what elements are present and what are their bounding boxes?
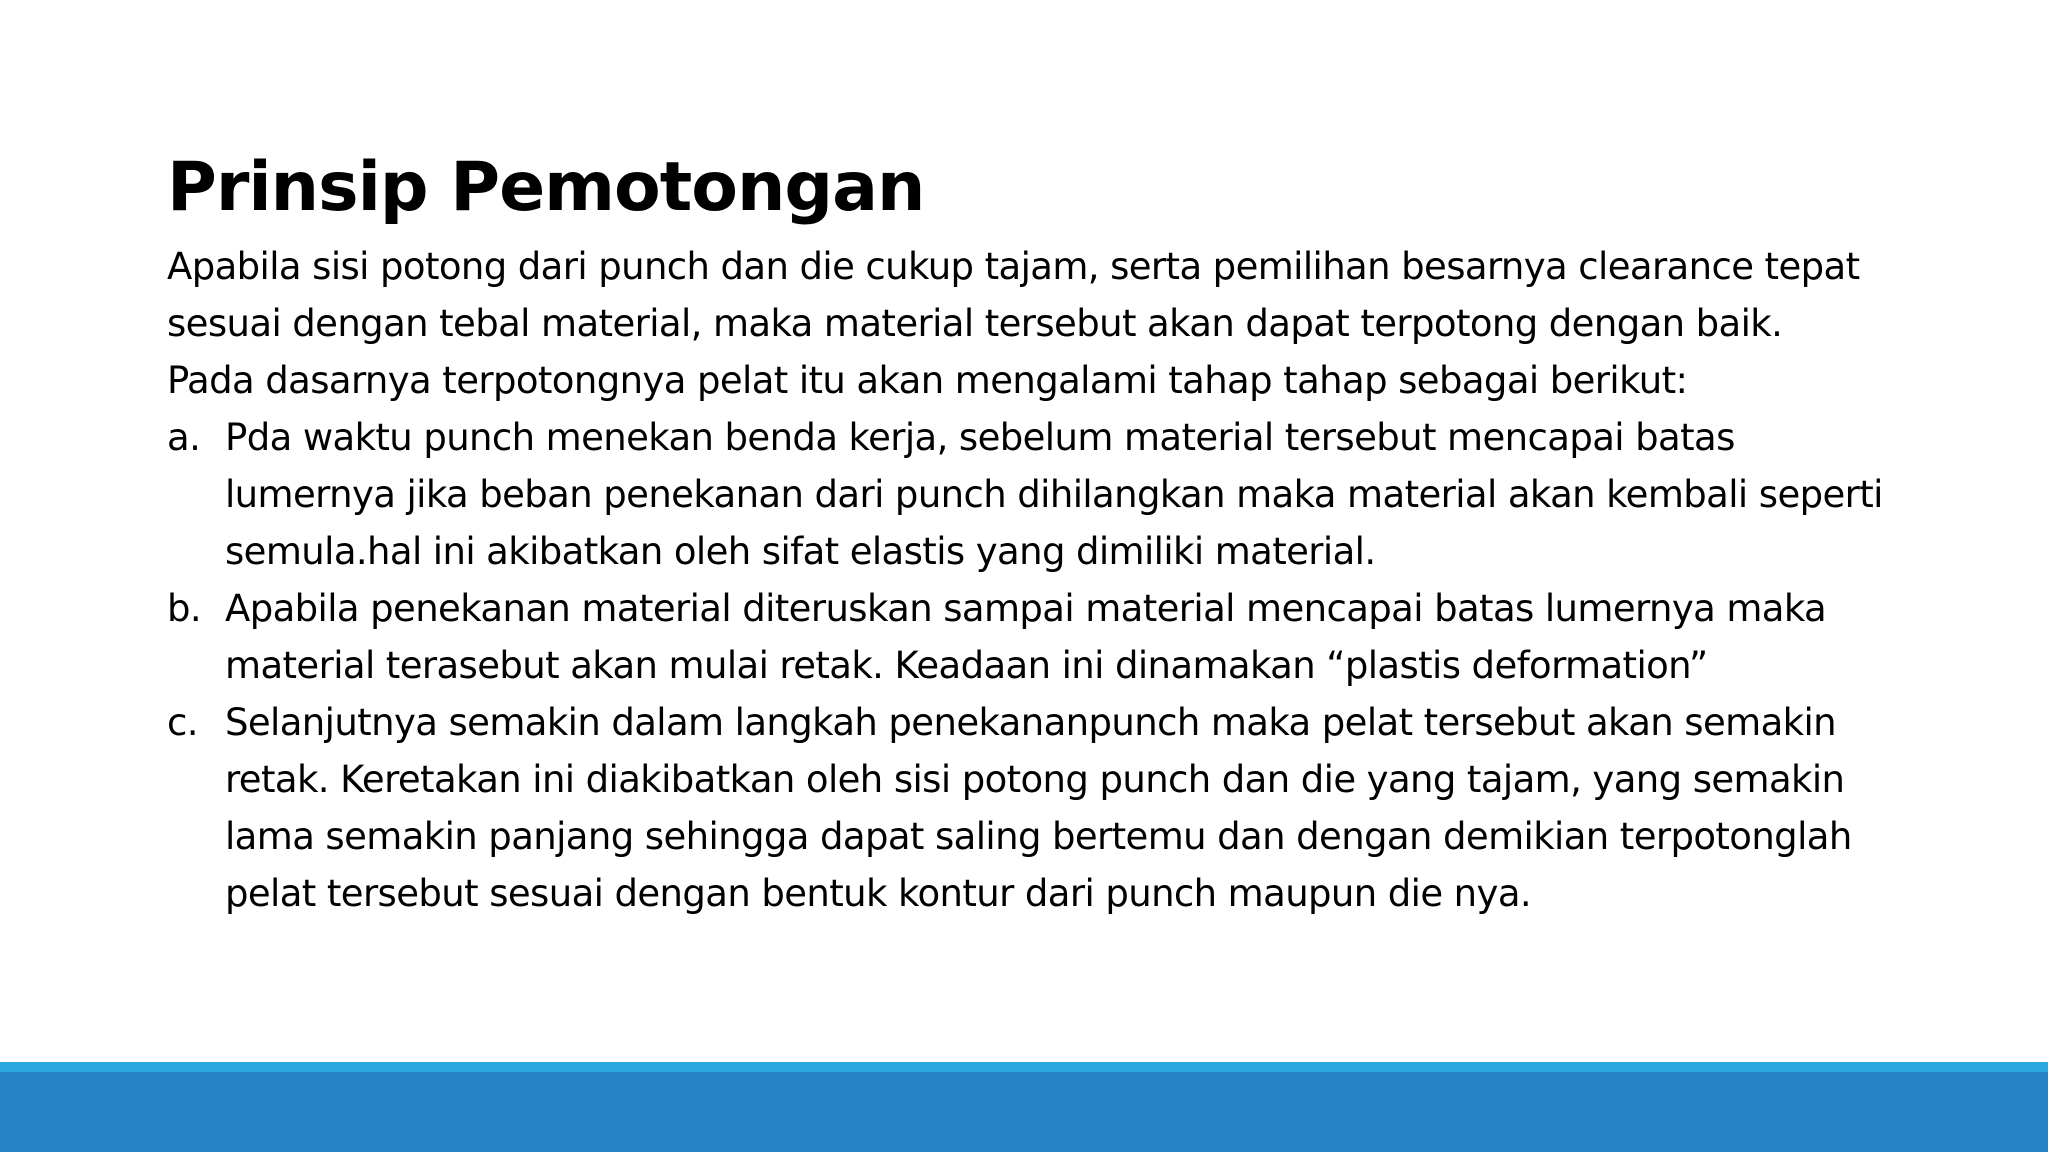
list-marker: c. [167, 701, 198, 744]
intro-line: Apabila sisi potong dari punch dan die cukup tajam, serta pemilihan besarnya clearance tepat [167, 245, 1860, 288]
item-line: material terasebut akan mulai retak. Keadaan ini dinamakan “plastis deformation” [225, 644, 1708, 687]
item-line: lumernya jika beban penekanan dari punch dihilangkan maka material akan kembali seperti [225, 473, 1883, 516]
slide-content [167, 138, 1967, 922]
intro-paragraph [167, 238, 1967, 409]
list-marker: a. [167, 416, 201, 459]
item-line: Pda waktu punch menekan benda kerja, sebelum material tersebut mencapai batas [225, 416, 1735, 459]
item-line: Apabila penekanan material diteruskan sampai material mencapai batas lumernya maka [225, 587, 1827, 630]
item-line: retak. Keretakan ini diakibatkan oleh sisi potong punch dan die yang tajam, yang semakin [225, 758, 1845, 801]
stages-list [167, 409, 1967, 922]
intro-line: Pada dasarnya terpotongnya pelat itu akan mengalami tahap tahap sebagai berikut: [167, 359, 1688, 402]
list-item-b [167, 580, 1967, 694]
footer-accent-stripe [0, 1062, 2048, 1072]
item-line: semula.hal ini akibatkan oleh sifat elastis yang dimiliki material. [225, 530, 1376, 573]
item-line: Selanjutnya semakin dalam langkah penekananpunch maka pelat tersebut akan semakin [225, 701, 1837, 744]
list-item-a [167, 409, 1967, 580]
list-marker: b. [167, 587, 202, 630]
intro-line: sesuai dengan tebal material, maka material tersebut akan dapat terpotong dengan baik. [167, 302, 1783, 345]
footer-bar [0, 1072, 2048, 1152]
slide-title: Prinsip Pemotongan [167, 148, 925, 227]
list-item-c [167, 694, 1967, 922]
item-line: pelat tersebut sesuai dengan bentuk kontur dari punch maupun die nya. [225, 872, 1532, 915]
item-line: lama semakin panjang sehingga dapat saling bertemu dan dengan demikian terpotonglah [225, 815, 1852, 858]
